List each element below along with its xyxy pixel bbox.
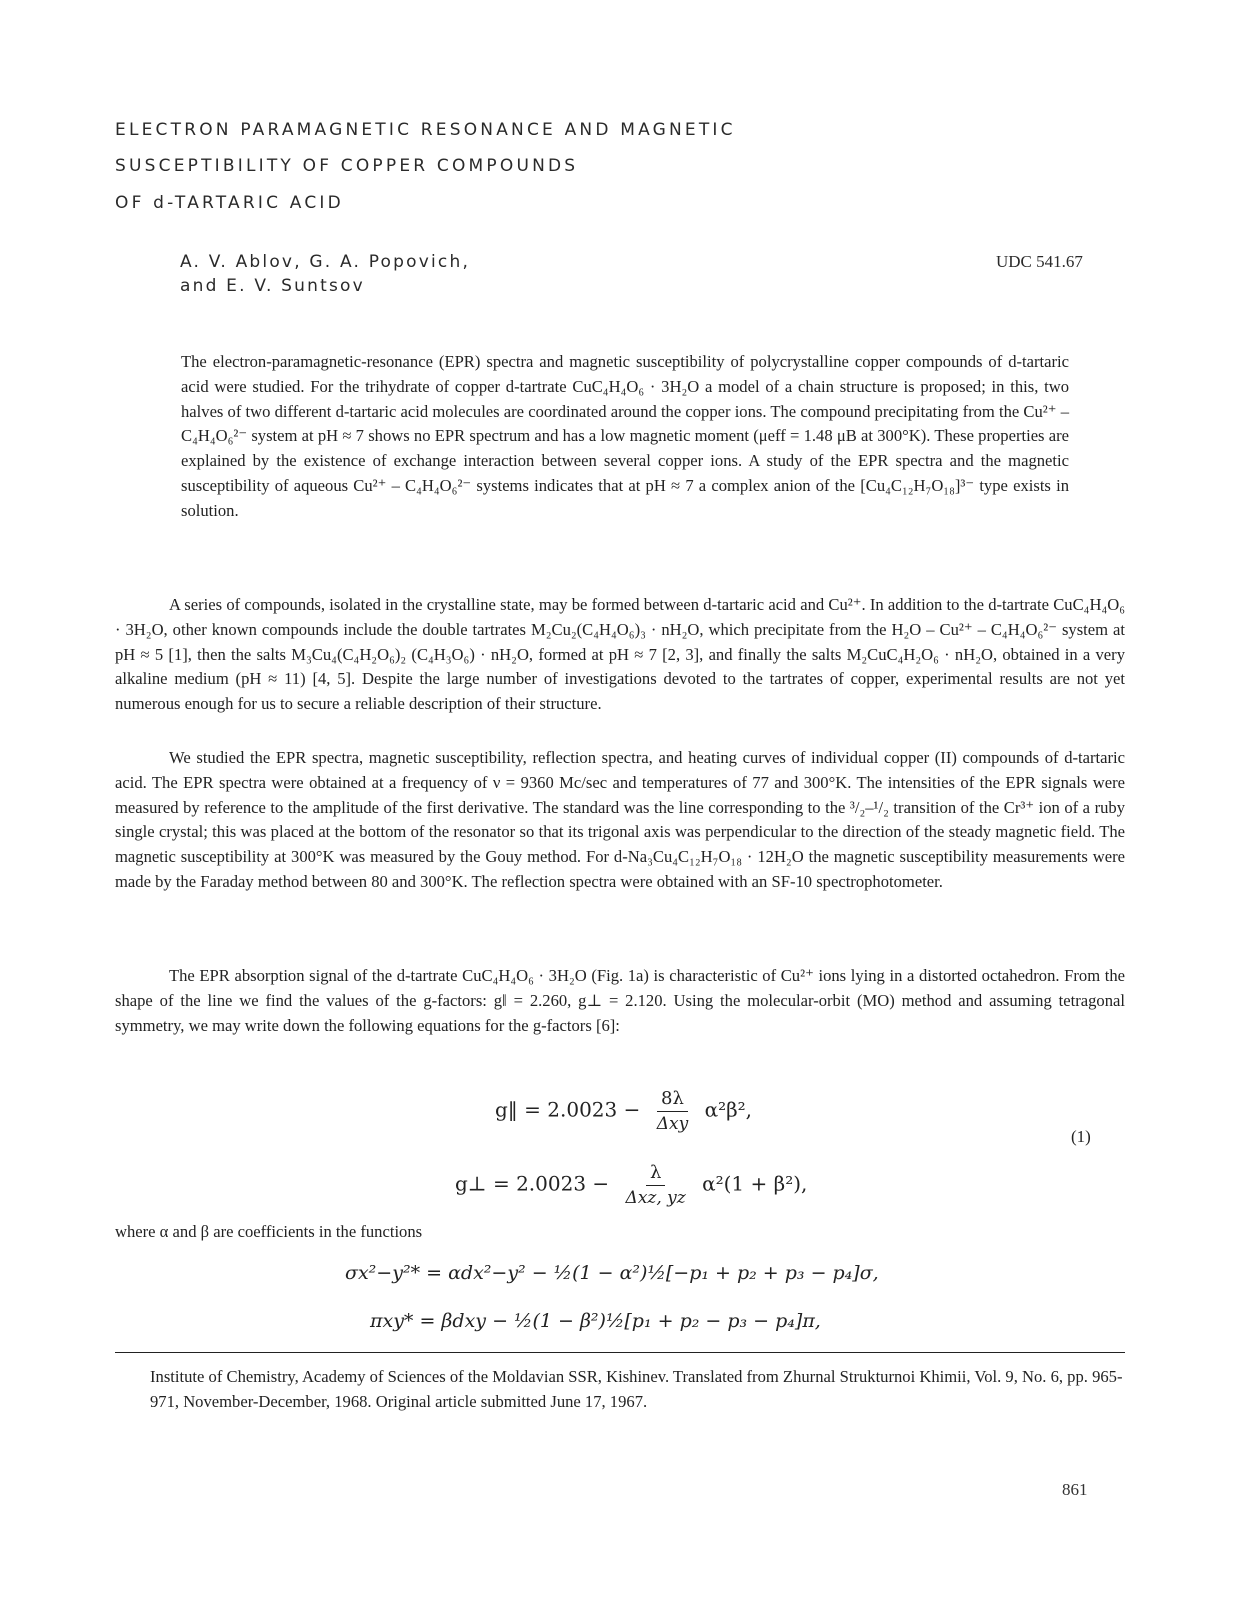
body-paragraph-2: We studied the EPR spectra, magnetic susceptibility, reflection spectra, and heating curves of individual copper (II) compounds of d-tartaric acid. The EPR spectra were obtained at a frequency of ν = 9360 Mc/sec and temperatures of 77 and 300°K. The intensities of the EPR signals were measured by reference to the amplitude of the first derivative. The standard was the line corresponding to the ³/₂–¹/₂ transition of the Cr³⁺ ion of a ruby single crystal; this was placed at the bottom of the resonator so that its trigonal axis was perpendicular to the direction of the steady magnetic field. The magnetic susceptibility at 300°K was measured by the Gouy method. For d-Na₃Cu₄C₁₂H₇O₁₈ · 12H₂O the magnetic susceptibility measurements were made by the Faraday method between 80 and 300°K. The reflection spectra were obtained with an SF-10 spectrophotometer. xyxy=(115,748,1125,891)
eq-g-par-denominator: Δxy xyxy=(656,1114,689,1134)
eq-g-perp-numerator: λ xyxy=(646,1162,665,1186)
page-number: 861 xyxy=(1062,1480,1088,1499)
authors-line-1: A. V. Ablov, G. A. Popovich, xyxy=(180,252,471,272)
eq-g-perp-fraction xyxy=(622,1162,690,1208)
footnote-rule xyxy=(115,1352,1125,1353)
abstract: The electron-paramagnetic-resonance (EPR) spectra and magnetic susceptibility of polycrystalline copper compounds of d-tartaric acid were studied. For the trihydrate of copper d-tartrate CuC₄H₄O₆ · 3H₂O a model of a chain structure is proposed; in this, two halves of two different d-tartaric acid molecules are coordinated around the copper ions. The compound precipitating from the Cu²⁺ – C₄H₄O₆²⁻ system at pH ≈ 7 shows no EPR spectrum and has a low magnetic moment (μeff = 1.48 μB at 300°K). These properties are explained by the existence of exchange interaction between several copper ions. A study of the EPR spectra and the magnetic susceptibility of aqueous Cu²⁺ – C₄H₄O₆²⁻ systems indicates that at pH ≈ 7 a complex anion of the [Cu₄C₁₂H₇O₁₈]³⁻ type exists in solution. xyxy=(181,352,1069,520)
title-line-1: ELECTRON PARAMAGNETIC RESONANCE AND MAGNETIC xyxy=(115,120,736,140)
eq-g-par-lhs: g‖ = 2.0023 − xyxy=(495,1097,641,1122)
equation-pi-orbital: πxy* = βdxy − ½(1 − β²)½[p₁ + p₂ − p₃ − p₄]π, xyxy=(370,1310,821,1332)
eq-g-par-fraction xyxy=(653,1088,692,1134)
title-line-3: OF d-TARTARIC ACID xyxy=(115,193,344,213)
body-paragraph-1: A series of compounds, isolated in the crystalline state, may be formed between d-tartaric acid and Cu²⁺. In addition to the d-tartrate CuC₄H₄O₆ · 3H₂O, other known compounds include the double tartrates M₂Cu₂(C₄H₄O₆)₃ · nH₂O, which precipitate from the H₂O – Cu²⁺ – C₄H₄O₆²⁻ system at pH ≈ 5 [1], then the salts M₃Cu₄(C₄H₂O₆)₂ (C₄H₃O₆) · nH₂O, formed at pH ≈ 7 [2, 3], and finally the salts M₂CuC₄H₂O₆ · nH₂O, obtained in a very alkaline medium (pH ≈ 11) [4, 5]. Despite the large number of investigations devoted to the tartrates of copper, experimental results are not yet numerous enough for us to secure a reliable description of their structure. xyxy=(115,595,1125,714)
authors-line-2: and E. V. Suntsov xyxy=(180,276,365,296)
body-paragraph-3: The EPR absorption signal of the d-tartrate CuC₄H₄O₆ · 3H₂O (Fig. 1a) is characteristic of Cu²⁺ ions lying in a distorted octahedron. From the shape of the line we find the values of the g-factors: g‖ = 2.260, g⊥ = 2.120. Using the molecular-orbit (MO) method and assuming tetragonal symmetry, we may write down the following equations for the g-factors [6]: xyxy=(115,966,1125,1035)
eq-g-perp-lhs: g⊥ = 2.0023 − xyxy=(455,1171,610,1196)
title-line-2: SUSCEPTIBILITY OF COPPER COMPOUNDS xyxy=(115,156,579,176)
eq-g-perp-rhs: α²(1 + β²), xyxy=(702,1171,808,1196)
equation-g-parallel xyxy=(495,1088,752,1134)
equation-g-perpendicular xyxy=(455,1162,807,1208)
udc-code: UDC 541.67 xyxy=(996,252,1083,271)
equation-sigma-orbital: σx²−y²* = αdx²−y² − ½(1 − α²)½[−p₁ + p₂ + p₃ − p₄]σ, xyxy=(345,1262,879,1284)
eq-g-perp-denominator: Δxz, yz xyxy=(625,1188,686,1208)
eq-g-par-rhs: α²β², xyxy=(704,1097,753,1122)
where-text: where α and β are coefficients in the functions xyxy=(115,1222,423,1241)
footnote: Institute of Chemistry, Academy of Sciences of the Moldavian SSR, Kishinev. Translated from Zhurnal Strukturnoi Khimii, Vol. 9, No. 6, pp. 965-971, November-December, 1968. Original article submitted June 17, 1967. xyxy=(150,1367,1123,1411)
equation-number: (1) xyxy=(1071,1127,1091,1146)
eq-g-par-numerator: 8λ xyxy=(657,1088,688,1112)
